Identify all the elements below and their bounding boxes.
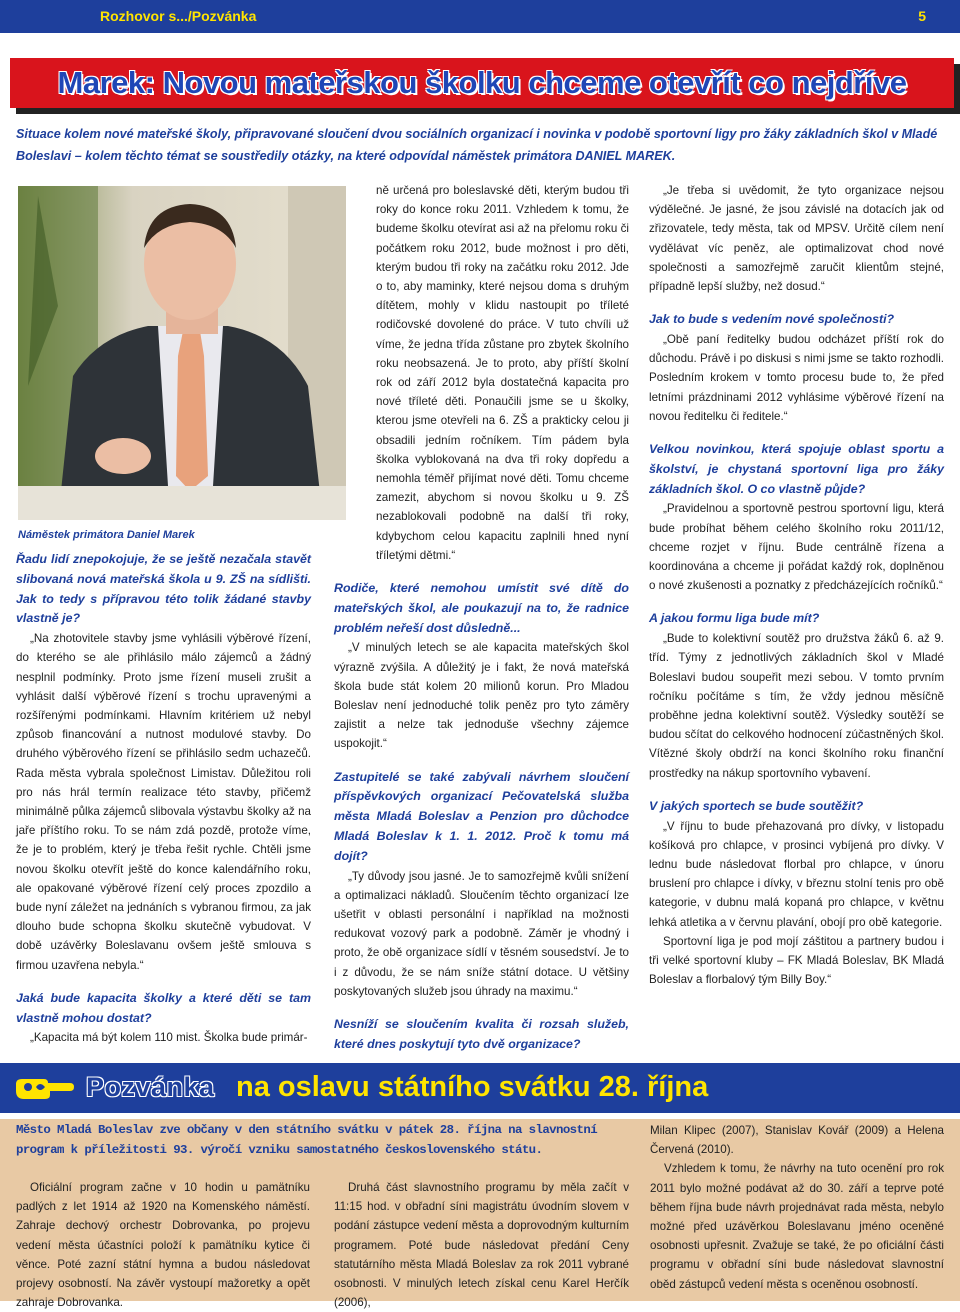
question-9: V jakých sportech se bude soutěžit? bbox=[649, 798, 864, 813]
answer-1: „Na zhotovitele stavby jsme vyhlásili výběrové řízení, do kterého se ale přihlásilo málo zájemců a žádný nesplnil podmínky. Proto jsme řízení museli zrušit a vyhlásit další výběrové řízení s trochu upravenými a rozšířenými podmínkami. Hlavním kritériem už nebyl způsob financování a nutnost modulové stavby. Do druhého výběrového řízení se přihlásilo sedm uchazečů. Rada města vybrala společnost Limistav. Důležitou roli pro nás hrál termín realizace této stavby, přičemž minimálně půlka zájemců slibovala výstavbu školky až na jaře příštího roku. To se nám zdá pozdě, protože víme, že je to problém, který je třeba řešit rychle. Chtěli jsme novou školku otevřít ještě do konce kalendářního roku, ale opakované výběrové řízení celý proces zpozdilo a bude nyní záležet na jednáních s vybranou firmou, za jak dlouho bude schopna školku skutečně vybudovat. V době uzávěrky Boleslavanu ovšem ještě smlouva s firmou uzavřena nebyla.“ bbox=[16, 632, 311, 972]
page-number: 5 bbox=[918, 8, 926, 24]
answer-6: „Obě paní ředitelky budou odcházet příští rok do důchodu. Právě i po diskusi s nimi jsme se takto rozhodli. Posledním krokem v tomto procesu bude to, že před letními prázdninami 2012 vyhlásime výběrové řízení na novou ředitelku či ředitele.“ bbox=[649, 333, 944, 423]
photo-caption: Náměstek primátora Daniel Marek bbox=[18, 529, 195, 541]
answer-3: „V minulých letech se ale kapacita mateřských škol výrazně zvýšila. A důležitý je i fakt, že nová mateřská škola bude stát kolem 20 milionů korun. Pro Mladou Boleslav není jednoduché tolik peněz pro tyto záměry zajistit a nelze tak jednoduše všechny zájemce uspokojit.“ bbox=[334, 641, 629, 751]
column-1 bbox=[16, 550, 311, 1048]
column-3 bbox=[649, 181, 944, 989]
invitation-title: na oslavu státního svátku 28. října bbox=[236, 1071, 709, 1103]
invitation-box bbox=[0, 1119, 960, 1310]
question-8: A jakou formu liga bude mít? bbox=[649, 611, 820, 626]
answer-5: „Je třeba si uvědomit, že tyto organizace nejsou výdělečné. Je jasné, že jsou závislé na dotacích jak od zřizovatele, tedy města, tak od MPSV. Určitě cílem není vydělávat víc peněz, ale optimalizovat chod nové společnosti a samozřejmě zaručit klientům stejné, případně lepší služby, než dosud.“ bbox=[649, 184, 944, 294]
question-6: Jak to bude s vedením nové společnosti? bbox=[649, 312, 895, 327]
invitation-column-3 bbox=[650, 1121, 944, 1294]
answer-2-continued: ně určená pro boleslavské děti, kterým budou tři roky do konce roku 2011. Vzhledem k tomu, že budeme školku otevírat asi až na přelomu roku či počátkem roku 2012, bude možnost i pro děti, kterým budou tři roky na začátku roku 2012. Jde o to, aby maminky, které nejsou doma s druhým dítětem, mohly v klidu nastoupit po tříleté rodičovské dovolené do práce. V tuto chvíli už víme, že jedna třída zůstane pro zbytek školního roku neobsazená. Je to proto, aby příští školní rok od září 2012 byla dostatečná kapacita pro nové tříleté děti. Ponaučili jsme se u školky, kterou jsme otevřeli na 6. ZŠ a prakticky celou ji obsadili jedním ročníkem. Tím pádem byla školka vyblokovaná na dva tři roky dopředu a nemohla téměř přijímat nové děti. Tomu chceme zamezit, abychom si novou školku u 9. ZŠ nezablokovali podobně na další tři roky, kdybychom celou kapacitu zaplnili hned nyní tříletými dětmi.“ bbox=[376, 184, 629, 562]
invitation-text-3a: Milan Klipec (2007), Stanislav Kovář (2009) a Helena Červená (2010). bbox=[650, 1124, 944, 1157]
invitation-text-1: Oficiální program začne v 10 hodin u pamätníku padlých z let 1914 až 1920 na Komenského náměstí. Zahraje dechový orchestr Dobrovanka, po projevu vedení města účastníci položí k pamätníku kytice či věnce. Poté zazní státní hymna a budou následovat projevy osobností. Na závěr vystoupí mažoretky a opět zahraje Dobrovanka. bbox=[16, 1181, 310, 1310]
portrait-image bbox=[18, 186, 346, 520]
question-5: Nesníží se sloučením kvalita či rozsah služeb, které dnes poskytují tyto dvě organizace? bbox=[334, 1017, 629, 1051]
answer-4: „Ty důvody jsou jasné. Je to samozřejmě kvůli snížení a optimalizaci nákladů. Sloučením těchto organizací lze ušetřit v oblasti personální i například na možnosti redukovat vozový park a podobně. Záměr je vhodný i proto, že obě organizace sídlí v těsném sousedství. Je to i z důvodu, že se nám sníže státní dotace. U většiny poskytovaných služeb jsou úhrady na maximu.“ bbox=[334, 869, 629, 998]
invitation-text-2: Druhá část slavnostního programu by měla začít v 11:15 hod. v obřadní síni magistrátu úvodním slovem v podání zástupce vedení města a doprovodným kulturním programem. Poté bude následovat předání Ceny statutárního města Mladá Boleslav za rok 2011 vybrané osobnosti. V minulých letech získal cenu Karel Herčík (2006), bbox=[334, 1181, 629, 1310]
invitation-column-1 bbox=[16, 1178, 310, 1312]
headline-box bbox=[10, 58, 954, 108]
page-header-bar bbox=[0, 0, 960, 33]
question-7: Velkou novinkou, která spojuje oblast sportu a školství, je chystaná sportovní liga pro žáky základních škol. O co vlastně půjde? bbox=[649, 442, 944, 496]
answer-2: „Kapacita má být kolem 110 mist. Školka bude primár- bbox=[30, 1031, 308, 1045]
answer-9: „V říjnu to bude přehazovaná pro dívky, v listopadu košíková pro chlapce, v prosinci vybíjená pro dívky. V lednu bude následovat florbal pro chlapce, v únoru bruslení pro chlapce i dívky, v březnu stolní tenis pro obě kategorie, v dubnu malá kopaná pro chlapce, v květnu lehká atletika a v červnu plavání, obojí pro obě kategorie. bbox=[649, 819, 944, 929]
column-2 bbox=[334, 181, 629, 1055]
pointing-hand-icon bbox=[14, 1075, 76, 1101]
invitation-text-3b: Vzhledem k tomu, že návrhy na tuto ocenění pro rok 2011 bylo možné podávat až do 30. září a teprve poté během října bude návrh projednávat rada města, nebylo možné před uzávěrkou Boleslavanu jméno oceněné osobnosti upřesnit. Zvažuje se také, že po oficiální části programu v obřadní síni bude následovat slavnostní oběd zástupců vedení města s oceněnou osobností. bbox=[650, 1162, 944, 1291]
question-3: Rodiče, které nemohou umístit své dítě do mateřských škol, ale poukazují na to, že radnice problém neřeší dost důsledně... bbox=[334, 581, 629, 635]
answer-8: „Bude to kolektivní soutěž pro družstva žáků 6. až 9. tříd. Týmy z jednotlivých základních škol v Mladé Boleslavi budou soupeřit mezi sebou. V tomto prvním ročníku počítáme s tím, že vždy jednou měsíčně proběhne jedna kolektivní soutěž. Výsledky soutěží se budou sčítat do celkového hodnocení zúčastněných škol. Vítězné školy obdrží na konci školního roku finanční prostředky na nákup sportovního vybavení. bbox=[649, 632, 944, 780]
headline: Marek: Novou mateřskou školku chceme otevřít co nejdříve bbox=[57, 65, 907, 100]
question-2: Jaká bude kapacita školky a které děti se tam vlastně mohou dostat? bbox=[16, 990, 311, 1025]
answer-10: Sportovní liga je pod mojí záštitou a partnery budou i tři velké sportovní kluby – FK Mladá Boleslav, BK Mladá Boleslav a florbalový tým Billy Boy.“ bbox=[649, 934, 944, 987]
invitation-column-2 bbox=[334, 1178, 629, 1312]
portrait-photo bbox=[18, 186, 346, 520]
invitation-banner bbox=[0, 1063, 960, 1113]
section-label: Rozhovor s.../Pozvánka bbox=[100, 8, 257, 24]
answer-7: „Pravidelnou a sportovně pestrou sportovní ligu, která bude probíhat během celého školního roku 2011/12, chceme rozjet v říjnu. Bude centrálně řízena a koordinována a chceme ji pořádat každý rok, doplněnou o nové zkušenosti a poznatky z předcházejících ročníků.“ bbox=[649, 502, 944, 593]
invitation-label: Pozvánka bbox=[86, 1072, 215, 1102]
question-1: Řadu lidí znepokojuje, že se ještě nezačala stavět slibovaná nová mateřská škola u 9. ZŠ na sídlišti. Jak to tedy s přípravou této tolik žádané stavby vlastně je? bbox=[16, 552, 311, 626]
question-4: Zastupitelé se také zabývali návrhem sloučení příspěvkových organizací Pečovatelská služba města Mladá Boleslav a Penzion pro důchodce Mladá Boleslav k 1. 1. 2012. Proč k tomu má dojít? bbox=[334, 769, 629, 863]
invitation-intro: Město Mladá Boleslav zve občany v den státního svátku v pátek 28. října na slavnostní program k příležitosti 93. výročí vzniku samostatného československého státu. bbox=[16, 1123, 598, 1157]
lead-paragraph: Situace kolem nové mateřské školy, připravované sloučení dvou sociálních organizací i novinka v podobě sportovní ligy pro žáky základních škol v Mladé Boleslavi – kolem těchto témat se soustředily otázky, na které odpovídal náměstek primátora DANIEL MAREK. bbox=[16, 127, 938, 163]
